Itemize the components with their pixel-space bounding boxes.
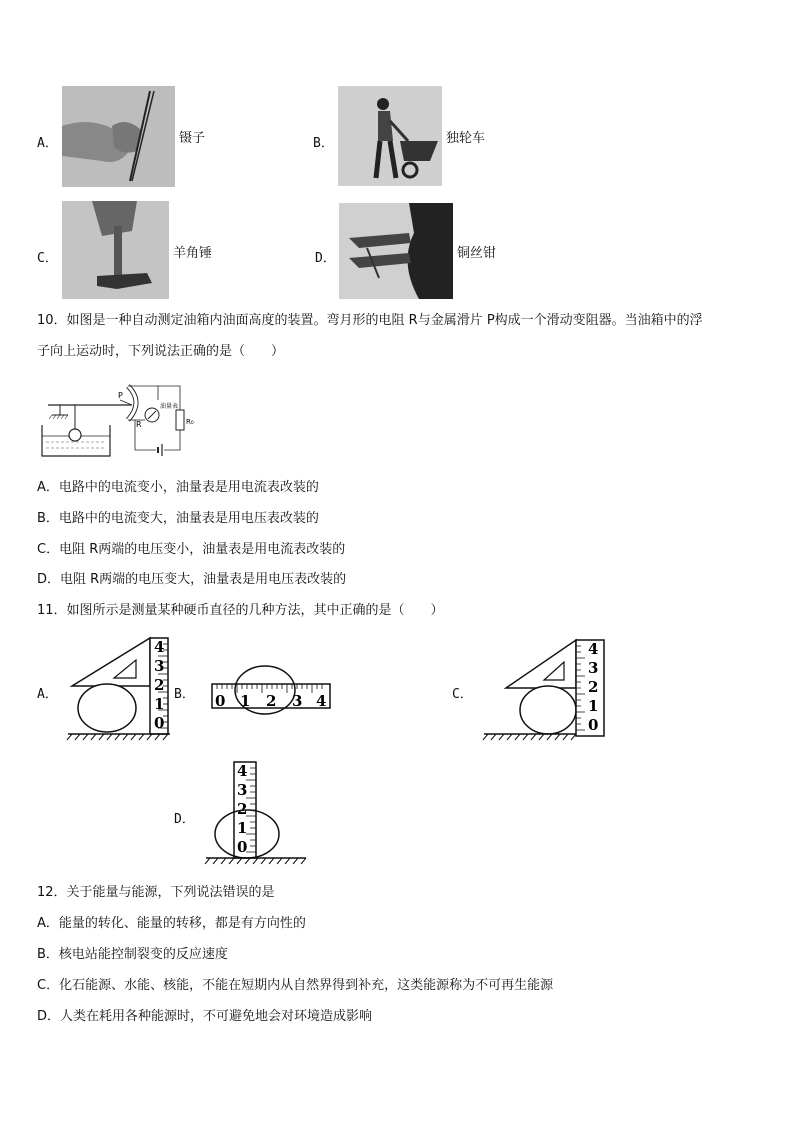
svg-text:4: 4 [237,762,248,780]
q10-stem-line1: 10．如图是一种自动测定油箱内油面高度的装置。弯月形的电阻 R与金属滑片 P构成一个滑动变阻器。当油箱中的浮 [37,313,703,328]
claw-hammer-photo [62,201,169,299]
q10-option-d: D．电阻 R两端的电压变大，油量表是用电压表改装的 [37,572,347,587]
svg-text:4: 4 [154,638,165,656]
q12-option-c: C．化石能源、水能、核能，不能在短期内从自然界得到补充，这类能源称为不可再生能源 [37,978,554,993]
q12-option-b: B．核电站能控制裂变的反应速度 [37,947,228,962]
coin-method-b-figure [208,664,334,720]
wire-cutter-photo [339,203,453,299]
svg-text:4: 4 [316,692,327,710]
q10-option-a: A．电路中的电流变小，油量表是用电流表改装的 [37,480,319,495]
svg-text:0: 0 [154,714,165,732]
svg-text:3: 3 [237,781,248,799]
svg-text:3: 3 [292,692,303,710]
svg-text:2: 2 [588,678,599,696]
coin-method-d-figure [204,760,310,872]
svg-text:1: 1 [240,692,251,710]
q9-option-a-letter: A． [37,136,58,151]
svg-text:1: 1 [588,697,599,715]
wheelbarrow-photo [338,86,442,186]
r0-resistor [176,410,184,430]
coin-method-a-figure [66,636,176,744]
q9-option-d-label: 铜丝钳 [457,246,497,261]
q9-option-d-letter: D． [315,251,336,266]
q11-option-c-letter: C． [452,687,473,702]
meter-label: 油量表 [160,403,179,410]
svg-text:1: 1 [237,819,248,837]
q11-option-d-letter: D． [174,812,195,827]
q9-option-c-letter: C． [37,251,58,266]
q9-option-b-letter: B． [313,136,334,151]
svg-text:2: 2 [154,676,165,694]
svg-text:2: 2 [266,692,277,710]
r0-label: R₀ [186,418,194,426]
tweezers-photo [62,86,175,187]
svg-text:4: 4 [588,640,599,658]
r-label: R [136,420,142,429]
svg-text:0: 0 [588,716,599,734]
svg-text:0: 0 [237,838,248,856]
q11-option-a-letter: A． [37,687,58,702]
p-label: P [118,391,123,400]
svg-text:0: 0 [215,692,226,710]
svg-text:2: 2 [237,800,248,818]
q11-stem: 11．如图所示是测量某种硬币直径的几种方法，其中正确的是（ ） [37,603,444,618]
float [69,429,81,441]
q9-option-c-label: 羊角锤 [173,246,213,261]
q12-stem: 12．关于能量与能源，下列说法错误的是 [37,885,275,900]
q12-option-d: D．人类在耗用各种能源时，不可避免地会对环境造成影响 [37,1009,373,1024]
q11-option-b-letter: B． [174,687,195,702]
coin-method-c-figure [482,636,612,744]
q9-option-a-label: 镊子 [179,131,206,146]
q10-option-c: C．电阻 R两端的电压变小，油量表是用电流表改装的 [37,542,346,557]
oil-gauge-circuit-diagram [40,380,194,462]
q10-stem-line2: 子向上运动时，下列说法正确的是（ ） [37,344,285,359]
svg-text:3: 3 [154,657,165,675]
svg-text:1: 1 [154,695,165,713]
q10-option-b: B．电路中的电流变大，油量表是用电压表改装的 [37,511,319,526]
svg-text:3: 3 [588,659,599,677]
q12-option-a: A．能量的转化、能量的转移，都是有方向性的 [37,916,306,931]
q9-option-b-label: 独轮车 [446,131,486,146]
